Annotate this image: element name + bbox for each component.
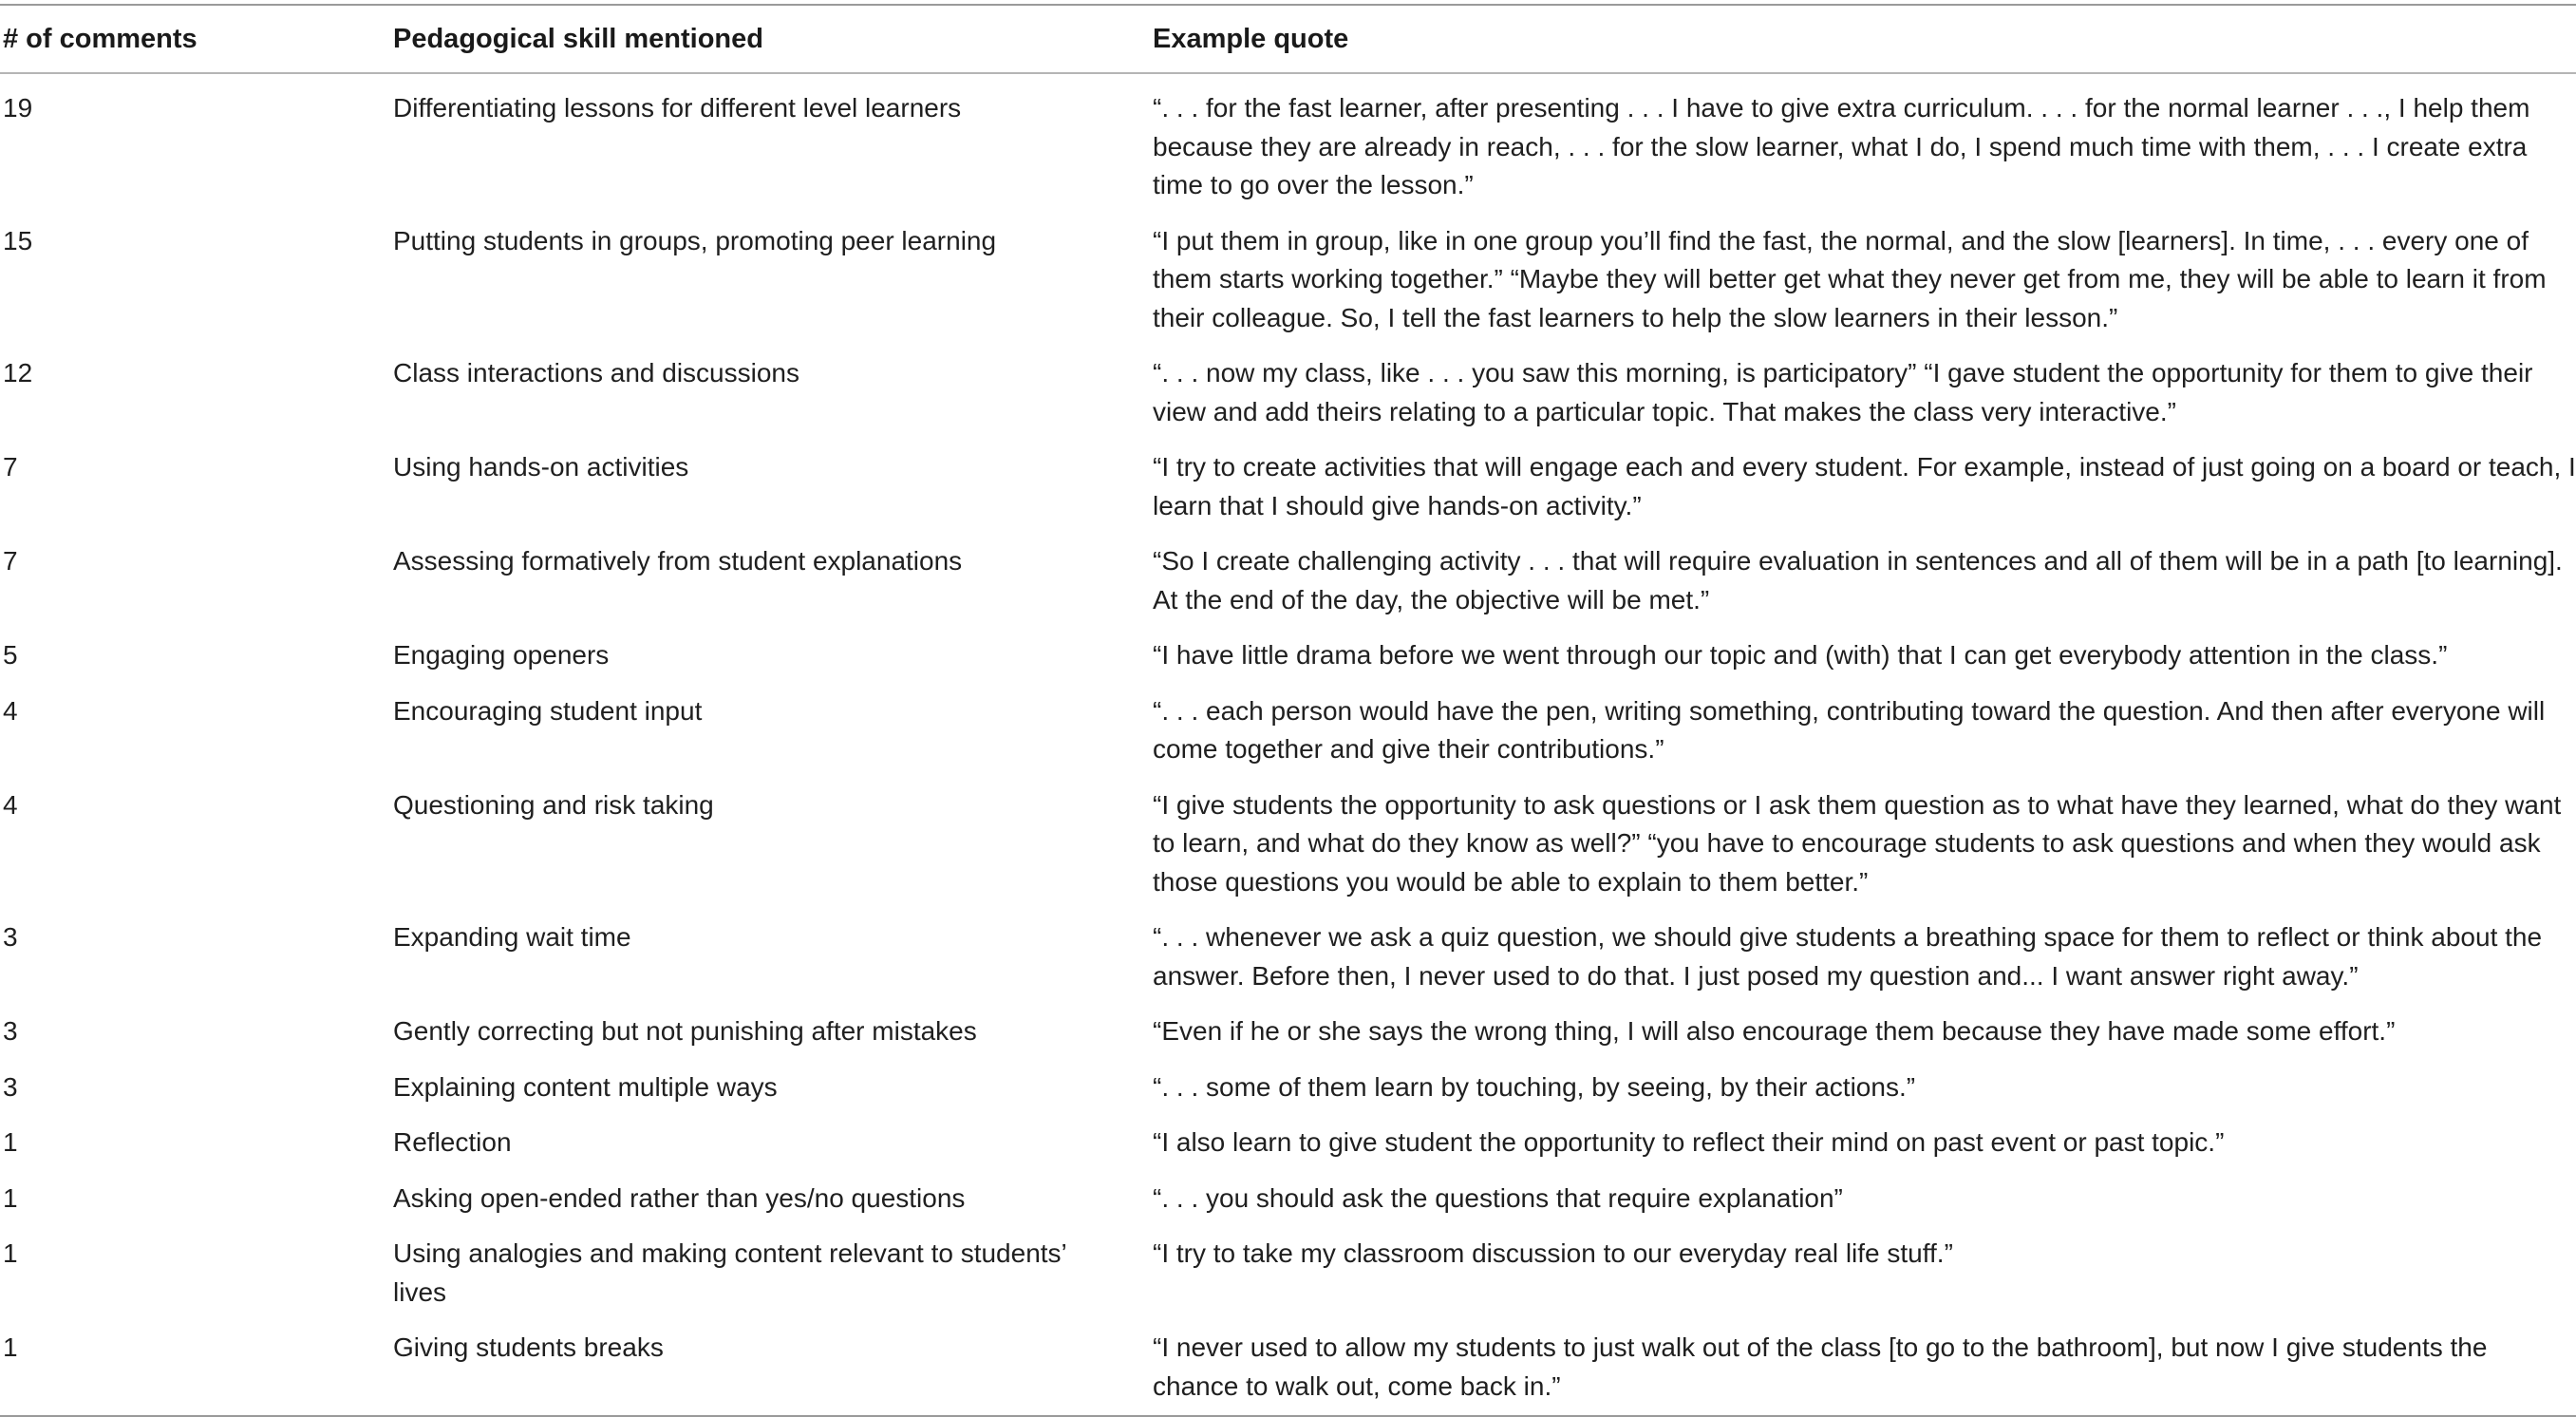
example-quote-cell	[1153, 683, 2576, 777]
skill-mentioned-cell	[393, 627, 1153, 683]
comment-count-cell	[0, 345, 393, 439]
table-row	[0, 627, 2576, 683]
skills-table	[0, 4, 2576, 1417]
example-quote: “I have little drama before we went through our topic and (with) that I can get everybody attention in the class.”	[1153, 640, 2448, 670]
skill-mentioned-cell	[393, 345, 1153, 439]
table-body	[0, 73, 2576, 1416]
comment-count: 7	[3, 452, 18, 482]
header-row	[0, 5, 2576, 73]
example-quote-cell	[1153, 73, 2576, 213]
example-quote: “I try to create activities that will engage each and every student. For example, instead of just going on a board or teach, I learn that I should give hands-on activity.”	[1153, 452, 2576, 520]
skill-mentioned: Using hands-on activities	[393, 452, 689, 482]
skill-mentioned-cell	[393, 1319, 1153, 1416]
table-row	[0, 533, 2576, 627]
header-example-quote: Example quote	[1153, 23, 1349, 54]
comment-count: 1	[3, 1127, 18, 1157]
comment-count: 19	[3, 93, 33, 123]
example-quote: “Even if he or she says the wrong thing, I will also encourage them because they have made some effort.”	[1153, 1016, 2396, 1046]
example-quote: “I put them in group, like in one group you’ll find the fast, the normal, and the slow [learners]. In time, . . . every one of them starts working together.” “Maybe they will better get what they never get from me, they will be able to learn it from their colleague. So, I tell the fast learners to help the slow learners in their lesson.”	[1153, 225, 2547, 332]
skill-mentioned: Encouraging student input	[393, 695, 703, 726]
example-quote-cell	[1153, 627, 2576, 683]
skill-mentioned-cell	[393, 439, 1153, 533]
comment-count: 5	[3, 640, 18, 670]
example-quote-cell	[1153, 1170, 2576, 1226]
table-row	[0, 1003, 2576, 1059]
comment-count-cell	[0, 1003, 393, 1059]
table-header	[0, 5, 2576, 73]
skill-mentioned-cell	[393, 1003, 1153, 1059]
table-row	[0, 1225, 2576, 1319]
example-quote: “I give students the opportunity to ask questions or I ask them question as to what have they learned, what do they want to learn, and what do they know as well?” “you have to encourage students to ask questions and when they would ask those questions you would be able to explain to them better.”	[1153, 789, 2562, 897]
table-row	[0, 909, 2576, 1003]
example-quote-cell	[1153, 1003, 2576, 1059]
comment-count-cell	[0, 683, 393, 777]
skill-mentioned: Asking open-ended rather than yes/no questions	[393, 1182, 966, 1213]
example-quote-cell	[1153, 213, 2576, 346]
skill-mentioned-cell	[393, 533, 1153, 627]
example-quote-cell	[1153, 439, 2576, 533]
skill-mentioned: Differentiating lessons for different level learners	[393, 93, 962, 123]
table-row	[0, 73, 2576, 213]
example-quote-cell	[1153, 1319, 2576, 1416]
skill-mentioned: Expanding wait time	[393, 922, 631, 952]
example-quote-cell	[1153, 533, 2576, 627]
table-row	[0, 1114, 2576, 1170]
skill-mentioned: Questioning and risk taking	[393, 789, 714, 820]
table-row	[0, 1319, 2576, 1416]
table-row	[0, 439, 2576, 533]
example-quote-cell	[1153, 1059, 2576, 1115]
comment-count-cell	[0, 777, 393, 910]
comment-count-cell	[0, 1170, 393, 1226]
comment-count-cell	[0, 213, 393, 346]
example-quote: “. . . each person would have the pen, writing something, contributing toward the question. And then after everyone will come together and give their contributions.”	[1153, 695, 2546, 764]
skill-mentioned: Gently correcting but not punishing after mistakes	[393, 1016, 977, 1046]
comment-count-cell	[0, 73, 393, 213]
comment-count: 7	[3, 546, 18, 576]
example-quote-cell	[1153, 345, 2576, 439]
skill-mentioned: Explaining content multiple ways	[393, 1071, 778, 1102]
table-row	[0, 777, 2576, 910]
comment-count: 4	[3, 789, 18, 820]
skill-mentioned-cell	[393, 909, 1153, 1003]
table-row	[0, 213, 2576, 346]
comment-count: 15	[3, 225, 33, 255]
comment-count-cell	[0, 533, 393, 627]
skill-mentioned-cell	[393, 1059, 1153, 1115]
comment-count: 3	[3, 922, 18, 952]
comment-count: 1	[3, 1238, 18, 1268]
example-quote: “. . . for the fast learner, after presenting . . . I have to give extra curriculum. . . . for the normal learner . . ., I help them because they are already in reach, . . . for the slow learner, what I do, I spend much time with them, . . . I create extra time to go over the lesson.”	[1153, 93, 2530, 199]
skill-mentioned: Assessing formatively from student explanations	[393, 546, 963, 576]
skill-mentioned-cell	[393, 73, 1153, 213]
comment-count-cell	[0, 627, 393, 683]
skill-mentioned-cell	[393, 213, 1153, 346]
comment-count: 4	[3, 695, 18, 726]
table-row	[0, 1059, 2576, 1115]
example-quote: “So I create challenging activity . . . that will require evaluation in sentences and all of them will be in a path [to learning]. At the end of the day, the objective will be met.”	[1153, 546, 2563, 614]
skill-mentioned-cell	[393, 777, 1153, 910]
example-quote-cell	[1153, 1225, 2576, 1319]
skill-mentioned-cell	[393, 1170, 1153, 1226]
skill-mentioned: Reflection	[393, 1127, 512, 1157]
comment-count: 3	[3, 1071, 18, 1102]
example-quote-cell	[1153, 909, 2576, 1003]
comment-count-cell	[0, 1059, 393, 1115]
comment-count: 12	[3, 358, 33, 387]
example-quote-cell	[1153, 1114, 2576, 1170]
skill-mentioned: Using analogies and making content relevant to students’ lives	[393, 1238, 1066, 1307]
comment-count-cell	[0, 1225, 393, 1319]
header-pedagogical-skill: Pedagogical skill mentioned	[393, 23, 763, 54]
skill-mentioned-cell	[393, 683, 1153, 777]
skill-mentioned: Engaging openers	[393, 640, 610, 670]
table-row	[0, 345, 2576, 439]
table-row	[0, 683, 2576, 777]
comment-count: 1	[3, 1182, 18, 1213]
skill-mentioned: Class interactions and discussions	[393, 358, 799, 387]
comment-count-cell	[0, 1319, 393, 1416]
header-comment-count: # of comments	[3, 23, 197, 54]
skill-mentioned: Giving students breaks	[393, 1332, 664, 1362]
skill-mentioned-cell	[393, 1114, 1153, 1170]
example-quote: “. . . some of them learn by touching, by seeing, by their actions.”	[1153, 1071, 1916, 1102]
example-quote: “I try to take my classroom discussion to our everyday real life stuff.”	[1153, 1238, 1953, 1268]
example-quote: “. . . you should ask the questions that require explanation”	[1153, 1182, 1843, 1213]
comment-count: 3	[3, 1016, 18, 1046]
table-row	[0, 1170, 2576, 1226]
example-quote: “. . . whenever we ask a quiz question, we should give students a breathing space for them to reflect or think about the answer. Before then, I never used to do that. I just posed my question and... I want answer right away.”	[1153, 922, 2543, 991]
skill-mentioned-cell	[393, 1225, 1153, 1319]
example-quote: “I also learn to give student the opportunity to reflect their mind on past event or past topic.”	[1153, 1127, 2225, 1157]
comment-count: 1	[3, 1332, 18, 1362]
skill-mentioned: Putting students in groups, promoting peer learning	[393, 225, 997, 255]
comment-count-cell	[0, 909, 393, 1003]
comment-count-cell	[0, 1114, 393, 1170]
example-quote: “I never used to allow my students to just walk out of the class [to go to the bathroom], but now I give students the chance to walk out, come back in.”	[1153, 1332, 2488, 1401]
example-quote: “. . . now my class, like . . . you saw this morning, is participatory” “I gave student the opportunity for them to give their view and add theirs relating to a particular topic. That makes the class very interactive.”	[1153, 358, 2533, 426]
example-quote-cell	[1153, 777, 2576, 910]
comment-count-cell	[0, 439, 393, 533]
